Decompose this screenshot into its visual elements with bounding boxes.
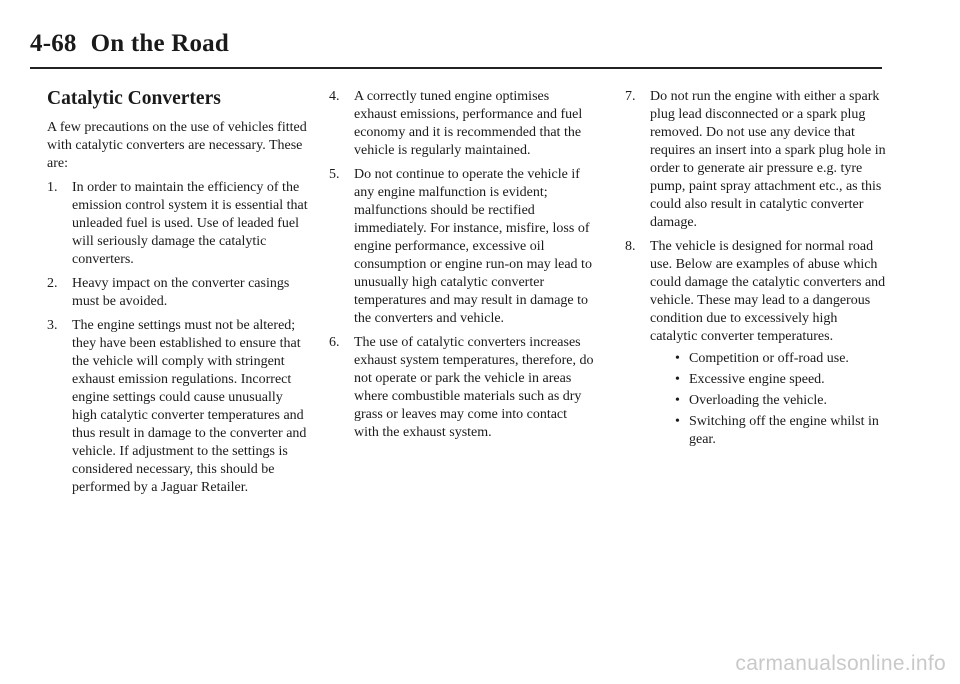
bullet-icon: • xyxy=(675,372,680,387)
bullet-icon: • xyxy=(675,351,680,366)
header-rule xyxy=(30,67,882,69)
item-number: 8. xyxy=(625,239,636,254)
list-item xyxy=(329,166,594,328)
chapter-title: On the Road xyxy=(90,30,229,57)
item-text: Do not continue to operate the vehicle if any engine malfunction is evident; malfunctions should be rectified immediately. For instance, misfire, loss of engine performance, excessive oil consumption or engine run-on may lead to unusually high catalytic converter temperatures and may result in damage to the converters and vehicle. xyxy=(354,167,592,326)
page-header xyxy=(30,30,229,58)
item-text: Heavy impact on the converter casings must be avoided. xyxy=(72,276,290,309)
column-2 xyxy=(329,88,594,448)
item-text: A correctly tuned engine optimises exhaust emissions, performance and fuel economy and it is recommended that the vehicle is regularly maintained. xyxy=(354,89,583,158)
list-item xyxy=(47,275,309,311)
bullet-item xyxy=(671,371,887,389)
item-number: 1. xyxy=(47,180,58,195)
item-text xyxy=(650,238,887,452)
bullet-item xyxy=(671,413,887,449)
bullet-icon: • xyxy=(675,414,680,429)
page-number: 4-68 xyxy=(30,30,77,57)
column-3 xyxy=(625,88,887,458)
bullet-text: Excessive engine speed. xyxy=(689,372,825,387)
item-number: 3. xyxy=(47,318,58,333)
list-item xyxy=(625,238,887,452)
item-number: 7. xyxy=(625,89,636,104)
list-item xyxy=(47,317,309,497)
watermark: carmanualsonline.info xyxy=(735,652,946,675)
item-text: In order to maintain the efficiency of the emission control system it is essential that unleaded fuel is used. Use of leaded fuel will seriously damage the catalytic converters. xyxy=(72,180,308,267)
list-item xyxy=(329,88,594,160)
bullet-item xyxy=(671,392,887,410)
bullet-text: Overloading the vehicle. xyxy=(689,393,828,408)
list-item xyxy=(47,179,309,269)
item-text: The use of catalytic converters increases exhaust system temperatures, therefore, do not operate or park the vehicle in areas where combustible materials such as dry grass or leaves may come into contact with the exhaust system. xyxy=(354,335,594,440)
intro-paragraph: A few precautions on the use of vehicles fitted with catalytic converters are necessary. These are: xyxy=(47,120,307,171)
item-number: 6. xyxy=(329,335,340,350)
section-title: Catalytic Converters xyxy=(47,88,221,109)
list-item xyxy=(625,88,887,232)
column-1 xyxy=(47,88,309,503)
item-text: Do not run the engine with either a spark plug lead disconnected or a spark plug removed. Do not use any device that requires an insert into a spark plug hole in order to generate air pressure e.g. tyre pump, paint spray attachment etc., as this could also result in catalytic converter damage. xyxy=(650,89,886,230)
abuse-examples-list xyxy=(671,350,887,449)
bullet-text: Competition or off-road use. xyxy=(689,351,849,366)
list-item xyxy=(329,334,594,442)
bullet-item xyxy=(671,350,887,368)
item-body: The vehicle is designed for normal road use. Below are examples of abuse which could damage the catalytic converters and vehicle. These may lead to a dangerous condition due to excessively high catalytic converter temperatures. xyxy=(650,239,886,344)
item-number: 5. xyxy=(329,167,340,182)
item-text: The engine settings must not be altered; they have been established to ensure that the vehicle will comply with stringent exhaust emission regulations. Incorrect engine settings could cause unusually high catalytic converter temperatures and thus result in damage to the converter and vehicle. If adjustment to the settings is considered necessary, this should be performed by a Jaguar Retailer. xyxy=(72,318,307,495)
bullet-icon: • xyxy=(675,393,680,408)
item-number: 4. xyxy=(329,89,340,104)
bullet-text: Switching off the engine whilst in gear. xyxy=(689,414,879,447)
item-number: 2. xyxy=(47,276,58,291)
